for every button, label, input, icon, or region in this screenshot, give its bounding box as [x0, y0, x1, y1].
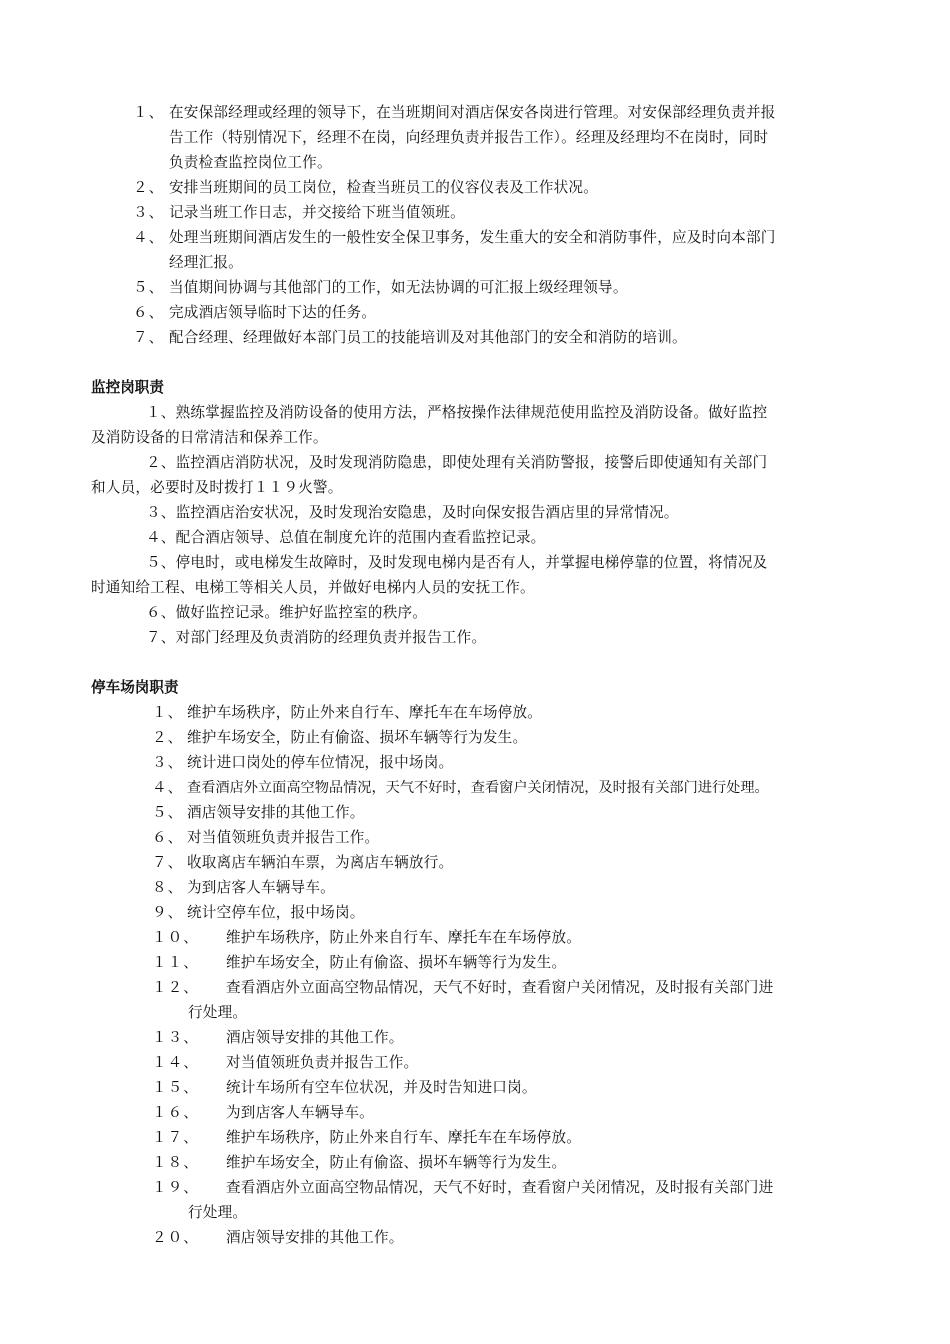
list-item-number: １６、: [152, 1104, 199, 1121]
list-item-text: 经理汇报。: [169, 254, 243, 271]
paragraph-line: ６、做好监控记录。维护好监控室的秩序。: [146, 604, 428, 621]
list-item-text: 维护车场安全，防止有偷盗、损坏车辆等行为发生。: [226, 954, 567, 971]
list-item-number: ８、: [152, 879, 184, 896]
list-item-text: 为到店客人车辆导车。: [226, 1104, 374, 1121]
paragraph-line: ２、监控酒店消防状况，及时发现消防隐患，即使处理有关消防警报，接警后即使通知有关部门: [146, 454, 768, 471]
list-item-number: ９、: [152, 904, 184, 921]
list-item-text: 行处理。: [188, 1204, 248, 1221]
list-item-text: 维护车场安全，防止有偷盗、损坏车辆等行为发生。: [226, 1154, 567, 1171]
paragraph-line: ７、对部门经理及负责消防的经理负责并报告工作。: [146, 629, 487, 646]
list-item-number: １、: [133, 104, 165, 121]
list-item-number: ５、: [133, 279, 165, 296]
list-item-text: 完成酒店领导临时下达的任务。: [169, 304, 377, 321]
list-item-text: 酒店领导安排的其他工作。: [187, 804, 365, 821]
list-item-number: ２、: [152, 729, 184, 746]
list-item-number: ４、: [152, 779, 184, 796]
list-item-number: １５、: [152, 1079, 199, 1096]
list-item-text: 统计进口岗处的停车位情况，报中场岗。: [187, 754, 454, 771]
list-item-number: １、: [152, 704, 184, 721]
list-item-number: ４、: [133, 229, 165, 246]
list-item-text: 为到店客人车辆导车。: [187, 879, 335, 896]
list-item-text: 行处理。: [188, 1004, 248, 1021]
paragraph-line: 和人员，必要时及时拨打１１９火警。: [91, 479, 343, 496]
paragraph-line: 时通知给工程、电梯工等相关人员，并做好电梯内人员的安抚工作。: [91, 579, 535, 596]
section-2-heading: 监控岗职责: [91, 379, 164, 396]
list-item-text: 维护车场秩序，防止外来自行车、摩托车在车场停放。: [187, 704, 543, 721]
list-item-number: １１、: [152, 954, 199, 971]
list-item-text: 记录当班工作日志，并交接给下班当值领班。: [169, 204, 465, 221]
paragraph-line: ３、监控酒店治安状况，及时发现治安隐患，及时向保安报告酒店里的异常情况。: [146, 504, 679, 521]
list-item-number: ７、: [133, 329, 165, 346]
list-item-text: 当值期间协调与其他部门的工作，如无法协调的可汇报上级经理领导。: [169, 279, 628, 296]
list-item-number: ２、: [133, 179, 165, 196]
list-item-text: 对当值领班负责并报告工作。: [187, 829, 380, 846]
list-item-text: 告工作（特别情况下，经理不在岗，向经理负责并报告工作）。经理及经理均不在岗时，同时: [169, 129, 769, 146]
list-item-number: ２０、: [152, 1229, 199, 1246]
list-item-number: ５、: [152, 804, 184, 821]
list-item-number: ６、: [152, 829, 184, 846]
list-item-number: １７、: [152, 1129, 199, 1146]
list-item-number: ６、: [133, 304, 165, 321]
section-3-heading: 停车场岗职责: [91, 679, 179, 696]
paragraph-line: ４、配合酒店领导、总值在制度允许的范围内查看监控记录。: [146, 529, 546, 546]
list-item-number: １４、: [152, 1054, 199, 1071]
list-item-text: 安排当班期间的员工岗位，检查当班员工的仪容仪表及工作状况。: [169, 179, 599, 196]
list-item-text: 在安保部经理或经理的领导下，在当班期间对酒店保安各岗进行管理。对安保部经理负责并报: [169, 104, 776, 121]
list-item-text: 收取离店车辆泊车票，为离店车辆放行。: [187, 854, 454, 871]
list-item-text: 配合经理、经理做好本部门员工的技能培训及对其他部门的安全和消防的培训。: [169, 329, 687, 346]
list-item-text: 负责检查监控岗位工作。: [169, 154, 332, 171]
list-item-text: 统计空停车位，报中场岗。: [187, 904, 365, 921]
list-item-text: 维护车场秩序，防止外来自行车、摩托车在车场停放。: [226, 929, 582, 946]
list-item-text: 维护车场安全，防止有偷盗、损坏车辆等行为发生。: [187, 729, 528, 746]
paragraph-line: 及消防设备的日常清洁和保养工作。: [91, 429, 328, 446]
list-item-number: １２、: [152, 979, 199, 996]
list-item-text: 查看酒店外立面高空物品情况，天气不好时，查看窗户关闭情况，及时报有关部门进行处理。: [187, 780, 769, 796]
list-item-number: １９、: [152, 1179, 199, 1196]
list-item-text: 统计车场所有空车位状况，并及时告知进口岗。: [226, 1079, 537, 1096]
list-item-number: １３、: [152, 1029, 199, 1046]
list-item-text: 酒店领导安排的其他工作。: [226, 1229, 404, 1246]
paragraph-line: ５、停电时，或电梯发生故障时，及时发现电梯内是否有人，并掌握电梯停靠的位置，将情况及: [146, 554, 768, 571]
list-item-number: ３、: [133, 204, 165, 221]
list-item-text: 查看酒店外立面高空物品情况，天气不好时，查看窗户关闭情况，及时报有关部门进: [226, 979, 774, 996]
list-item-text: 维护车场秩序，防止外来自行车、摩托车在车场停放。: [226, 1129, 582, 1146]
paragraph-line: １、熟练掌握监控及消防设备的使用方法，严格按操作法律规范使用监控及消防设备。做好监控: [146, 404, 768, 421]
list-item-text: 对当值领班负责并报告工作。: [226, 1054, 419, 1071]
list-item-text: 处理当班期间酒店发生的一般性安全保卫事务，发生重大的安全和消防事件，应及时向本部门: [169, 229, 776, 246]
list-item-text: 酒店领导安排的其他工作。: [226, 1029, 404, 1046]
list-item-number: ７、: [152, 854, 184, 871]
list-item-text: 查看酒店外立面高空物品情况，天气不好时，查看窗户关闭情况，及时报有关部门进: [226, 1179, 774, 1196]
list-item-number: １８、: [152, 1154, 199, 1171]
list-item-number: ３、: [152, 754, 184, 771]
list-item-number: １０、: [152, 929, 199, 946]
